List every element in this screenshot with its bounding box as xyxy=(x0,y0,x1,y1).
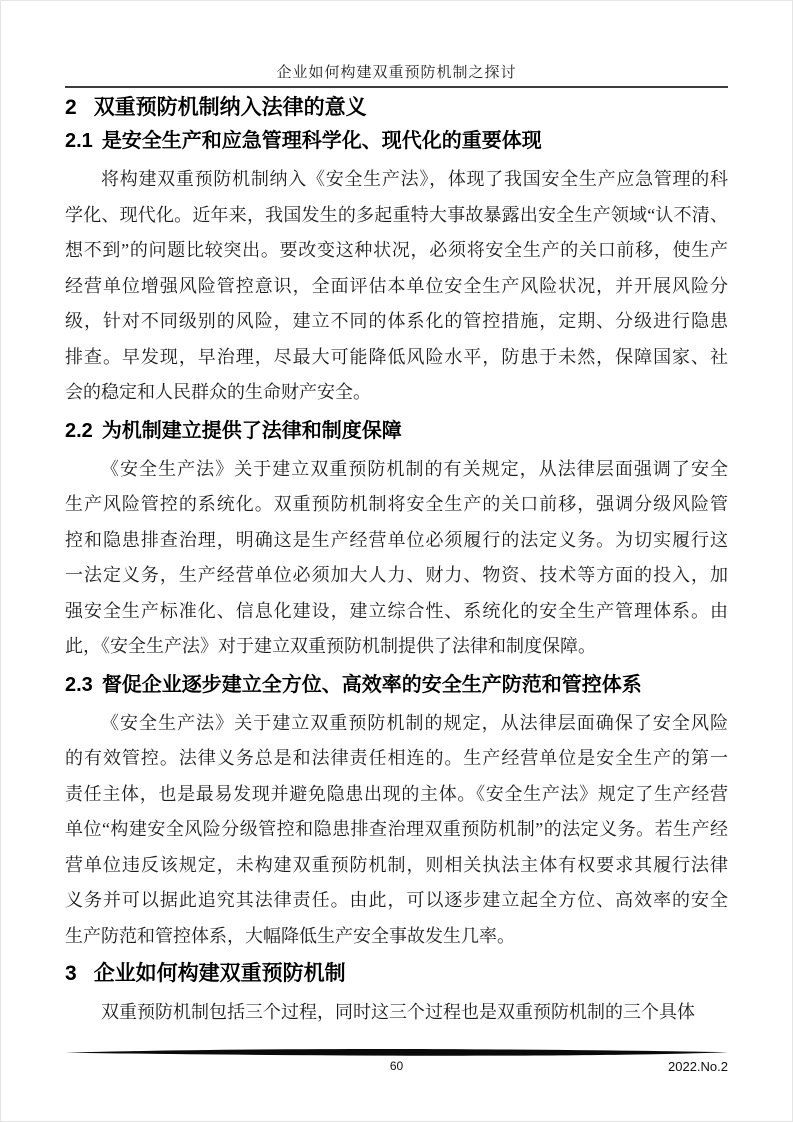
heading-text: 企业如何构建双重预防机制 xyxy=(93,962,346,985)
page-number: 60 xyxy=(389,1059,404,1073)
paragraph-line: 学化、现代化。近年来，我国发生的多起重特大事故暴露出安全生产领域“认不清、 xyxy=(65,204,728,225)
paragraph-line: 生产风险管控的系统化。双重预防机制将安全生产的关口前移，强调分级风险管 xyxy=(65,494,728,514)
paragraph-line: 的有效管控。法律义务总是和法律责任相连的。生产经营单位是安全生产的第一 xyxy=(65,748,728,768)
subsection-heading xyxy=(65,128,728,154)
paragraph-line: 单位“构建安全风险分级管控和隐患排查治理双重预防机制”的法定义务。若生产经 xyxy=(65,819,728,839)
heading-number: 3 xyxy=(65,962,77,985)
paragraph-line: 一法定义务，生产经营单位必须加大人力、财力、物资、技术等方面的投入，加 xyxy=(65,565,728,585)
heading-number: 2.3 xyxy=(65,673,93,696)
section-heading xyxy=(65,94,728,121)
paragraph-line: 《安全生产法》关于建立双重预防机制的有关规定，从法律层面强调了安全 xyxy=(101,458,728,479)
paragraph-line: 排查。早发现，早治理，尽最大可能降低风险水平，防患于未然，保障国家、社 xyxy=(65,346,728,367)
paragraph xyxy=(65,995,728,1031)
footer-row xyxy=(65,1059,728,1077)
paragraph-line: 生产防范和管控体系，大幅降低生产安全事故发生几率。 xyxy=(65,925,515,946)
paragraph xyxy=(65,452,728,665)
section-heading xyxy=(65,960,728,987)
paragraph xyxy=(65,162,728,411)
paragraph-line: 强安全生产标准化、信息化建设，建立综合性、系统化的安全生产管理体系。由 xyxy=(65,600,728,621)
paragraph-line: 经营单位增强风险管控意识，全面评估本单位安全生产风险状况，并开展风险分 xyxy=(65,275,728,296)
paragraph-line: 义务并可以据此追究其法律责任。由此，可以逐步建立起全方位、高效率的安全 xyxy=(65,890,728,910)
paragraph-line: 会的稳定和人民群众的生命财产安全。 xyxy=(65,382,371,402)
heading-number: 2.1 xyxy=(65,130,93,152)
footer-bar xyxy=(65,1048,728,1057)
paragraph-line: 营单位违反该规定，未构建双重预防机制，则相关执法主体有权要求其履行法律 xyxy=(65,854,728,875)
subsection-heading xyxy=(65,418,728,444)
document-content xyxy=(65,94,728,1031)
paragraph-line: 双重预防机制包括三个过程，同时这三个过程也是双重预防机制的三个具体 xyxy=(101,1002,695,1022)
paragraph-line: 《安全生产法》关于建立双重预防机制的规定，从法律层面确保了安全风险 xyxy=(101,712,728,733)
issue-label: 2022.No.2 xyxy=(668,1059,728,1074)
heading-number: 2.2 xyxy=(65,419,93,442)
header-rule xyxy=(65,86,728,88)
paragraph-line: 责任主体，也是最易发现并避免隐患出现的主体。《安全生产法》规定了生产经营 xyxy=(65,783,728,804)
paragraph-line: 将构建双重预防机制纳入《安全生产法》，体现了我国安全生产应急管理的科 xyxy=(101,169,728,189)
paragraph-line: 想不到”的问题比较突出。要改变这种状况，必须将安全生产的关口前移，使生产 xyxy=(65,240,728,260)
page-footer xyxy=(65,1048,728,1077)
paragraph-line: 控和隐患排查治理，明确这是生产经营单位必须履行的法定义务。为切实履行这 xyxy=(65,529,728,550)
heading-number: 2 xyxy=(65,96,77,119)
running-title: 企业如何构建双重预防机制之探讨 xyxy=(276,65,517,81)
paragraph-line: 此，《安全生产法》对于建立双重预防机制提供了法律和制度保障。 xyxy=(65,636,596,656)
heading-text: 双重预防机制纳入法律的意义 xyxy=(93,96,367,119)
paragraph-line: 级，针对不同级别的风险，建立不同的体系化的管控措施，定期、分级进行隐患 xyxy=(65,311,728,331)
paragraph xyxy=(65,706,728,955)
heading-text: 是安全生产和应急管理科学化、现代化的重要体现 xyxy=(101,130,542,152)
subsection-heading xyxy=(65,672,728,698)
heading-text: 督促企业逐步建立全方位、高效率的安全生产防范和管控体系 xyxy=(101,673,642,696)
heading-text: 为机制建立提供了法律和制度保障 xyxy=(101,419,402,442)
